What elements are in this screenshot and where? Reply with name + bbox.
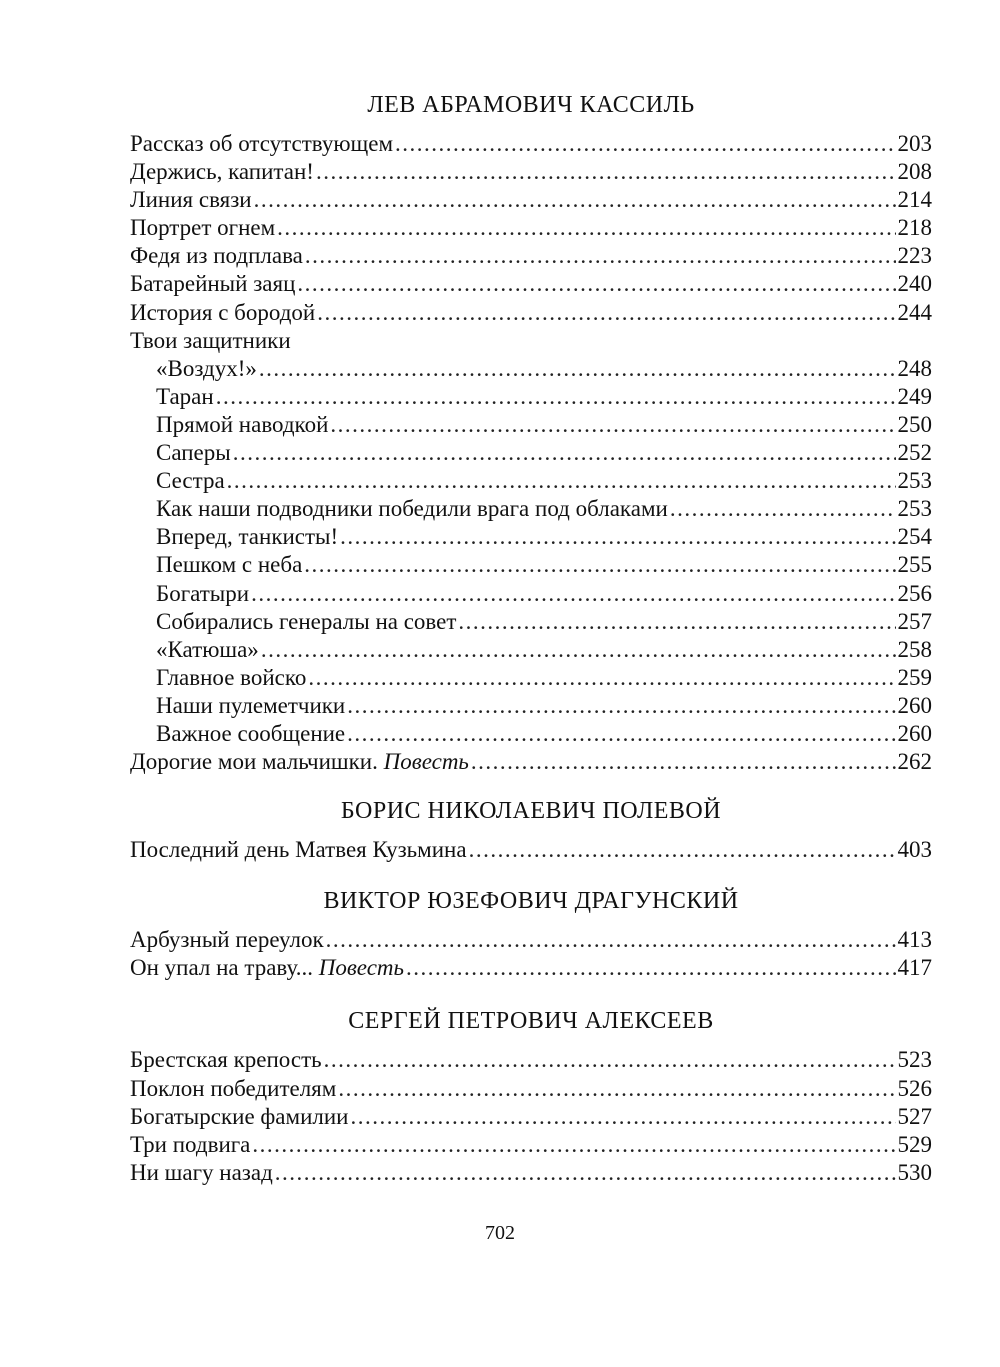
toc-subentry[interactable] [130,608,932,636]
toc-entry-title: Федя из подплава [130,243,303,269]
leader-dots [458,608,895,636]
leader-dots [471,748,896,776]
toc-subentry[interactable] [130,467,932,495]
toc-entry-page: 253 [897,468,932,494]
toc-entry-title: Богатыри [156,580,250,606]
toc-entry[interactable] [130,130,932,158]
toc-entry-page: 526 [897,1075,932,1101]
toc-entry-page: 523 [897,1047,932,1073]
leader-dots [277,214,895,242]
toc-entry-title: Саперы [156,440,231,466]
toc-entry-title: Ни шагу назад [130,1159,273,1185]
toc-entry[interactable] [130,1075,932,1103]
leader-dots [305,242,896,270]
toc-entry-title: Рассказ об отсутствующем [130,131,393,156]
toc-entry-title: Вперед, танкисты! [156,524,339,550]
toc-entry-page: 255 [897,552,932,578]
toc-entry-page: 413 [897,927,932,953]
toc-entry-page: 527 [897,1103,932,1129]
toc-entry-page: 249 [897,383,932,409]
leader-dots [227,467,896,495]
toc-entry-title: Как наши подводники победили врага под облаками [156,496,668,522]
toc-entry-title: Твои защитники [130,327,291,353]
toc-entry[interactable] [130,926,932,954]
toc-entry-title-text: Дорогие мои мальчишки. [130,749,378,775]
toc-entry[interactable] [130,242,932,270]
toc-entry-title: Богатырские фамилии [130,1103,349,1129]
toc-subentry[interactable] [130,664,932,692]
toc-subentry[interactable] [130,636,932,664]
toc-entry-page: 417 [897,955,932,981]
leader-dots [254,186,896,214]
section-author-polevoy: БОРИС НИКОЛАЕВИЧ ПОЛЕВОЙ [340,798,722,825]
toc-entry[interactable] [130,1131,932,1159]
toc-entry-page: 244 [897,299,932,325]
toc-entry-page: 262 [897,749,932,775]
toc-entry-title: Наши пулеметчики [156,692,346,718]
toc-entry[interactable] [130,270,932,298]
toc-entry[interactable] [130,299,932,327]
leader-dots [350,1103,895,1131]
toc-entry[interactable] [130,158,932,186]
toc-entry-title: Портрет огнем [130,215,276,241]
leader-dots [261,636,896,664]
toc-subentry[interactable] [130,411,932,439]
toc-entry-page: 250 [897,411,932,437]
leader-dots [275,1159,896,1187]
page-number: 702 [485,1222,515,1244]
toc-entry-title: Важное сообщение [156,720,346,746]
section-spacer [130,776,932,798]
section-author-dragunsky: ВИКТОР ЮЗЕФОВИЧ ДРАГУНСКИЙ [323,888,739,915]
leader-dots [326,926,896,954]
toc-entry[interactable] [130,186,932,214]
leader-dots [304,551,895,579]
toc-subentry[interactable] [130,580,932,608]
toc-subentry[interactable] [130,439,932,467]
toc-entry-title-text: Он упал на траву... [130,955,313,981]
toc-entry-page: 258 [897,636,932,662]
leader-dots [297,270,895,298]
section-author-kassil: ЛЕВ АБРАМОВИЧ КАССИЛЬ [367,92,695,118]
toc-entry-title: Прямой наводкой [156,411,329,437]
toc-entry-title: Последний день Матвея Кузьмина [130,837,467,863]
leader-dots [347,720,895,748]
leader-dots [259,355,896,383]
toc-entry[interactable] [130,748,932,776]
toc-entry-title: Батарейный заяц [130,271,296,297]
leader-dots [308,664,895,692]
toc-entry-title: История с бородой [130,299,316,325]
leader-dots [406,954,896,982]
toc-entry-page: 256 [897,580,932,606]
toc-entry-title: Три подвига [130,1131,251,1157]
toc-entry-page: 403 [897,837,932,863]
toc-entry-page: 248 [897,355,932,381]
toc-subentry[interactable] [130,692,932,720]
toc-entry-title: Брестская крепость [130,1047,322,1073]
section-author-alekseev: СЕРГЕЙ ПЕТРОВИЧ АЛЕКСЕЕВ [348,1008,714,1035]
leader-dots [670,495,896,523]
toc-entry-page: 529 [897,1131,932,1157]
toc-entry-title: Собирались генералы на совет [156,608,457,634]
toc-entry-title: Таран [156,383,214,409]
toc-entry-title [130,954,404,982]
toc-entry-page: 259 [897,664,932,690]
toc-entry-page: 218 [897,215,932,241]
toc-entry-title: Арбузный переулок [130,927,324,953]
leader-dots [216,383,896,411]
toc-subentry[interactable] [130,551,932,579]
toc-entry-title: Линия связи [130,187,252,213]
toc-entry-page: 208 [897,159,932,185]
toc-entry-page: 203 [897,131,932,156]
leader-dots [469,836,896,864]
toc-entry[interactable] [130,214,932,242]
toc-group-heading[interactable] [130,327,932,355]
toc-entry[interactable] [130,836,932,864]
table-of-contents [130,92,932,1187]
toc-subentry[interactable] [130,383,932,411]
toc-entry-page: 260 [897,720,932,746]
section-spacer [130,982,932,1008]
toc-entry-page: 254 [897,524,932,550]
section-spacer [130,864,932,888]
leader-dots [324,1046,896,1074]
toc-entry[interactable] [130,1159,932,1187]
toc-entry-title: Главное войско [156,664,307,690]
toc-entry-title: «Воздух!» [156,355,257,381]
toc-entry[interactable] [130,1046,932,1074]
toc-entry-page: 257 [897,608,932,634]
leader-dots [395,130,896,158]
toc-subentry[interactable] [130,495,932,523]
toc-entry-title: Поклон победителям [130,1075,337,1101]
toc-entry-page: 240 [897,271,932,297]
toc-subentry[interactable] [130,720,932,748]
leader-dots [316,158,896,186]
leader-dots [338,1075,895,1103]
toc-entry-page: 530 [897,1159,932,1185]
leader-dots [340,523,895,551]
leader-dots [252,1131,895,1159]
leader-dots [347,692,895,720]
toc-entry-page: 253 [897,496,932,522]
toc-entry-title [130,748,469,776]
toc-entry-page: 223 [897,243,932,269]
toc-entry-page: 214 [897,187,932,213]
leader-dots [317,299,895,327]
toc-entry-genre: Повесть [318,955,404,981]
leader-dots [233,439,896,467]
toc-entry-page: 252 [897,440,932,466]
toc-subentry[interactable] [130,523,932,551]
toc-entry[interactable] [130,954,932,982]
toc-entry-genre: Повесть [383,749,469,775]
leader-dots [251,580,895,608]
toc-entry-title: Пешком с неба [156,552,303,578]
leader-dots [330,411,895,439]
toc-entry-title: Держись, капитан! [130,159,314,185]
toc-entry[interactable] [130,1103,932,1131]
toc-entry-title: Сестра [156,468,225,494]
toc-entry-page: 260 [897,692,932,718]
toc-entry-title: «Катюша» [156,636,259,662]
toc-subentry[interactable] [130,355,932,383]
